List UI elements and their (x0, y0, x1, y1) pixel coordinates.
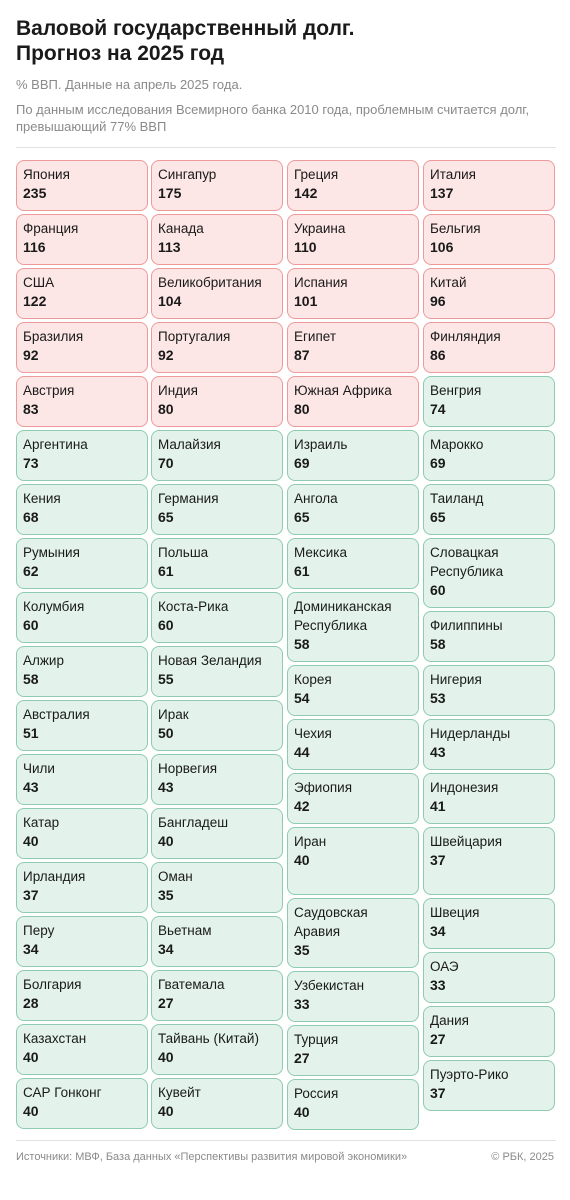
country-cell (151, 1078, 283, 1129)
country-name: Ангола (294, 491, 338, 506)
debt-value: 58 (23, 671, 39, 687)
country-cell (16, 1078, 148, 1129)
country-name: Корея (294, 672, 332, 687)
debt-value: 60 (158, 617, 174, 633)
country-name: Новая Зеландия (158, 653, 262, 668)
debt-value: 50 (158, 725, 174, 741)
country-name: Китай (430, 275, 467, 290)
debt-value: 113 (158, 239, 181, 255)
country-name: Перу (23, 923, 55, 938)
country-cell (423, 1060, 555, 1111)
debt-value: 83 (23, 401, 39, 417)
country-name: Румыния (23, 545, 80, 560)
country-name: Малайзия (158, 437, 221, 452)
country-name: Оман (158, 869, 193, 884)
country-name: Чили (23, 761, 55, 776)
chart-title-line2: Прогноз на 2025 год (16, 42, 225, 65)
footer-divider (16, 1140, 556, 1141)
country-name: Таиланд (430, 491, 484, 506)
debt-value: 87 (294, 347, 310, 363)
debt-value: 69 (294, 455, 310, 471)
chart-subtitle-units: % ВВП. Данные на апрель 2025 года. (16, 77, 243, 92)
debt-value: 235 (23, 185, 47, 201)
country-cell (423, 898, 555, 949)
country-cell (423, 160, 555, 211)
debt-value: 65 (158, 509, 174, 525)
country-cell (16, 754, 148, 805)
debt-value: 61 (158, 563, 174, 579)
country-cell (16, 160, 148, 211)
debt-value: 70 (158, 455, 174, 471)
country-name: Марокко (430, 437, 484, 452)
debt-value: 34 (23, 941, 39, 957)
debt-value: 40 (294, 1104, 310, 1120)
country-cell (151, 214, 283, 265)
debt-value: 40 (294, 852, 310, 868)
debt-value: 92 (23, 347, 39, 363)
country-cell (151, 268, 283, 319)
country-cell (287, 538, 419, 589)
debt-value: 40 (158, 1049, 174, 1065)
country-cell (151, 862, 283, 913)
country-cell (287, 322, 419, 373)
country-cell (151, 916, 283, 967)
country-name: Норвегия (158, 761, 218, 776)
debt-value: 92 (158, 347, 174, 363)
country-cell (287, 898, 419, 968)
country-name: Бангладеш (158, 815, 229, 830)
debt-value: 80 (158, 401, 174, 417)
country-cell (151, 538, 283, 589)
country-name: Дания (430, 1013, 469, 1028)
country-cell (423, 1006, 555, 1057)
debt-value: 43 (23, 779, 39, 795)
debt-value: 54 (294, 690, 310, 706)
debt-value: 58 (294, 636, 310, 652)
country-name: Филиппины (430, 618, 503, 633)
country-name: Алжир (23, 653, 64, 668)
country-name: Доминиканская Республика (294, 599, 392, 633)
country-cell (287, 1025, 419, 1076)
country-name: Кения (23, 491, 61, 506)
debt-value: 101 (294, 293, 318, 309)
country-name: Польша (158, 545, 209, 560)
country-cell (287, 827, 419, 895)
country-cell (151, 646, 283, 697)
country-name: Египет (294, 329, 337, 344)
country-cell (151, 808, 283, 859)
country-name: Италия (430, 167, 476, 182)
country-cell (151, 592, 283, 643)
country-name: ОАЭ (430, 959, 459, 974)
country-name: Аргентина (23, 437, 88, 452)
country-cell (16, 592, 148, 643)
country-name: Венгрия (430, 383, 482, 398)
country-name: Кувейт (158, 1085, 201, 1100)
debt-value: 73 (23, 455, 39, 471)
country-name: Израиль (294, 437, 348, 452)
debt-value: 61 (294, 563, 310, 579)
country-name: Колумбия (23, 599, 85, 614)
country-cell (16, 214, 148, 265)
country-cell (16, 322, 148, 373)
debt-value: 43 (158, 779, 174, 795)
country-name: США (23, 275, 55, 290)
country-cell (423, 611, 555, 662)
debt-value: 40 (23, 1049, 39, 1065)
debt-value: 62 (23, 563, 39, 579)
country-name: Индия (158, 383, 198, 398)
debt-value: 27 (430, 1031, 446, 1047)
country-cell (423, 322, 555, 373)
country-cell (16, 970, 148, 1021)
country-cell (423, 773, 555, 824)
country-cell (423, 484, 555, 535)
country-name: Тайвань (Китай) (158, 1031, 259, 1046)
country-name: Украина (294, 221, 346, 236)
country-name: Канада (158, 221, 204, 236)
debt-value: 74 (430, 401, 446, 417)
debt-value: 110 (294, 239, 317, 255)
debt-value: 60 (430, 582, 446, 598)
country-name: Греция (294, 167, 339, 182)
country-cell (287, 719, 419, 770)
country-name: Пуэрто-Рико (430, 1067, 509, 1082)
debt-value: 137 (430, 185, 454, 201)
debt-value: 37 (430, 852, 446, 868)
debt-value: 80 (294, 401, 310, 417)
debt-value: 86 (430, 347, 446, 363)
debt-value: 55 (158, 671, 174, 687)
footer-copyright: © РБК, 2025 (491, 1151, 554, 1163)
country-name: Франция (23, 221, 79, 236)
country-cell (287, 214, 419, 265)
country-cell (16, 862, 148, 913)
country-name: Германия (158, 491, 219, 506)
debt-value: 106 (430, 239, 454, 255)
debt-value: 27 (294, 1050, 310, 1066)
country-cell (423, 376, 555, 427)
country-name: Катар (23, 815, 60, 830)
debt-value: 27 (158, 995, 174, 1011)
country-cell (287, 268, 419, 319)
country-cell (423, 665, 555, 716)
debt-value: 116 (23, 239, 46, 255)
country-name: Турция (294, 1032, 339, 1047)
debt-value: 35 (158, 887, 174, 903)
country-cell (151, 160, 283, 211)
country-cell (287, 971, 419, 1022)
country-cell (287, 430, 419, 481)
country-cell (287, 484, 419, 535)
country-name: Узбекистан (294, 978, 365, 993)
debt-value: 96 (430, 293, 446, 309)
country-name: Финляндия (430, 329, 501, 344)
chart-title-line1: Валовой государственный долг. (16, 17, 355, 40)
country-cell (16, 700, 148, 751)
country-cell (151, 430, 283, 481)
country-cell (287, 592, 419, 662)
debt-value: 33 (294, 996, 310, 1012)
country-name: Южная Африка (294, 383, 392, 398)
country-name: Болгария (23, 977, 82, 992)
country-name: Россия (294, 1086, 339, 1101)
country-cell (423, 268, 555, 319)
debt-value: 104 (158, 293, 182, 309)
country-name: Швеция (430, 905, 480, 920)
debt-value: 34 (158, 941, 174, 957)
country-cell (287, 160, 419, 211)
country-cell (16, 646, 148, 697)
country-cell (423, 430, 555, 481)
country-cell (151, 754, 283, 805)
country-name: Нидерланды (430, 726, 511, 741)
country-name: Португалия (158, 329, 231, 344)
debt-value: 28 (23, 995, 39, 1011)
country-name: Австрия (23, 383, 75, 398)
country-name: Швейцария (430, 834, 503, 849)
country-cell (423, 214, 555, 265)
country-cell (287, 665, 419, 716)
country-cell (151, 322, 283, 373)
debt-value: 37 (23, 887, 39, 903)
country-name: Бельгия (430, 221, 481, 236)
country-cell (287, 1079, 419, 1130)
debt-value: 41 (430, 798, 446, 814)
country-name: Ирак (158, 707, 189, 722)
country-name: Гватемала (158, 977, 225, 992)
debt-value: 175 (158, 185, 182, 201)
footer-sources: Источники: МВФ, База данных «Перспективы развития мировой экономики» (16, 1151, 408, 1163)
country-cell (151, 700, 283, 751)
debt-value: 142 (294, 185, 318, 201)
country-cell (16, 430, 148, 481)
debt-value: 65 (430, 509, 446, 525)
country-name: Мексика (294, 545, 347, 560)
country-name: Эфиопия (294, 780, 353, 795)
country-name: Иран (294, 834, 327, 849)
debt-value: 42 (294, 798, 310, 814)
debt-value: 34 (430, 923, 446, 939)
country-name: Саудовская Аравия (294, 905, 368, 939)
country-name: Нигерия (430, 672, 482, 687)
country-cell (16, 376, 148, 427)
chart-subtitle-note: По данным исследования Всемирного банка 2010 года, проблемным считается долг, превышающий 77% ВВП (16, 102, 530, 134)
debt-value: 37 (430, 1085, 446, 1101)
country-cell (423, 952, 555, 1003)
country-name: САР Гонконг (23, 1085, 102, 1100)
debt-value: 69 (430, 455, 446, 471)
debt-value: 65 (294, 509, 310, 525)
country-name: Словацкая Республика (430, 545, 504, 579)
debt-value: 40 (23, 833, 39, 849)
country-cell (287, 376, 419, 427)
country-name: Чехия (294, 726, 332, 741)
debt-value: 40 (158, 833, 174, 849)
debt-value: 43 (430, 744, 446, 760)
country-cell (16, 268, 148, 319)
debt-value: 60 (23, 617, 39, 633)
country-cell (151, 376, 283, 427)
debt-value: 40 (158, 1103, 174, 1119)
country-cell (151, 1024, 283, 1075)
country-cell (423, 827, 555, 895)
debt-value: 53 (430, 690, 446, 706)
country-name: Коста-Рика (158, 599, 229, 614)
country-cell (423, 538, 555, 608)
country-cell (151, 970, 283, 1021)
country-name: Испания (294, 275, 348, 290)
country-name: Индонезия (430, 780, 499, 795)
country-name: Сингапур (158, 167, 217, 182)
country-cell (423, 719, 555, 770)
country-cell (16, 538, 148, 589)
country-name: Япония (23, 167, 70, 182)
country-cell (287, 773, 419, 824)
country-name: Великобритания (158, 275, 262, 290)
country-name: Австралия (23, 707, 90, 722)
debt-value: 33 (430, 977, 446, 993)
country-name: Бразилия (23, 329, 84, 344)
country-name: Ирландия (23, 869, 86, 884)
country-cell (16, 1024, 148, 1075)
country-cell (16, 916, 148, 967)
debt-value: 122 (23, 293, 47, 309)
debt-value: 68 (23, 509, 39, 525)
debt-value: 58 (430, 636, 446, 652)
debt-value: 35 (294, 942, 310, 958)
country-name: Вьетнам (158, 923, 212, 938)
country-cell (16, 484, 148, 535)
country-cell (16, 808, 148, 859)
country-cell (151, 484, 283, 535)
debt-value: 51 (23, 725, 39, 741)
debt-value: 44 (294, 744, 310, 760)
country-name: Казахстан (23, 1031, 87, 1046)
debt-value: 40 (23, 1103, 39, 1119)
